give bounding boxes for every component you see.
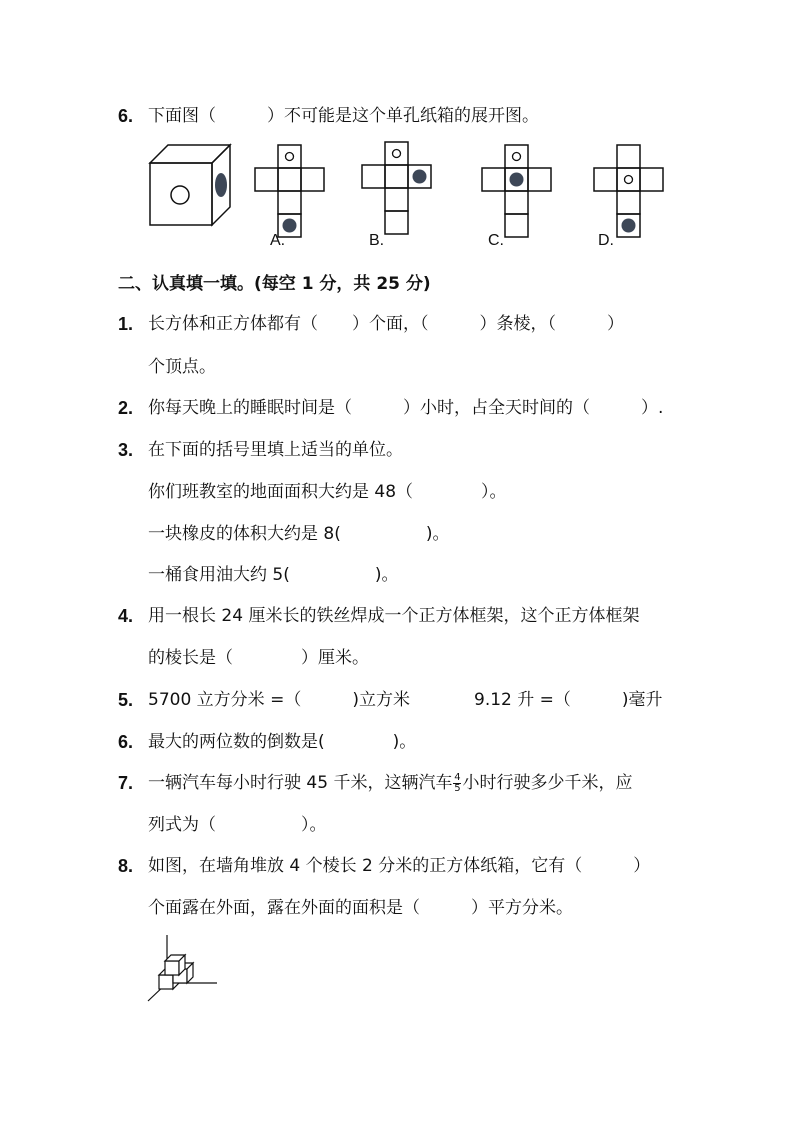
net-option-d (594, 145, 669, 240)
item-text: 一块橡皮的体积大约是 8( )。 (148, 524, 450, 544)
item-number: 8. (118, 856, 134, 876)
item-text: 一桶食用油大约 5( )。 (148, 565, 399, 585)
question-text: 下面图（ ）不可能是这个单孔纸箱的展开图。 (148, 106, 539, 126)
option-a-label: A. (270, 232, 286, 249)
item-text: 长方体和正方体都有（ ）个面，（ ）条棱，（ ） (148, 314, 624, 334)
item-text: 如图，在墙角堆放 4 个棱长 2 分米的正方体纸箱，它有（ ） (148, 856, 651, 876)
item-text: 9.12 升 =（ )毫升 (474, 690, 663, 710)
item-number: 2. (118, 398, 134, 418)
item-text: 在下面的括号里填上适当的单位。 (148, 440, 403, 460)
item-text (148, 771, 632, 795)
item-text: 用一根长 24 厘米长的铁丝焊成一个正方体框架，这个正方体框架 (148, 606, 640, 626)
net-option-a (255, 145, 330, 240)
item-text: 的棱长是（ ）厘米。 (148, 648, 369, 668)
cube-figure (150, 145, 235, 230)
item-text: 个顶点。 (148, 357, 216, 377)
option-c-label: C. (488, 232, 504, 249)
section-heading: 二、认真填一填。(每空 1 分，共 25 分) (118, 274, 431, 294)
item-text: 最大的两位数的倒数是( )。 (148, 732, 417, 752)
item-number: 5. (118, 690, 134, 710)
option-d-label: D. (598, 232, 614, 249)
fraction-denominator: 5 (454, 782, 461, 794)
item-number: 6. (118, 732, 134, 752)
item-number: 3. (118, 440, 134, 460)
item-text-pre: 一辆汽车每小时行驶 45 千米，这辆汽车 (148, 773, 453, 793)
item-number: 4. (118, 606, 134, 626)
corner-boxes-figure (145, 935, 225, 1005)
item-text: 列式为（ ）。 (148, 815, 327, 835)
item-number: 7. (118, 773, 134, 793)
item-text: 你每天晚上的睡眠时间是（ ）小时，占全天时间的（ ）. (148, 398, 664, 418)
option-b-label: B. (369, 232, 385, 249)
fraction (453, 773, 461, 794)
net-option-c (482, 145, 557, 240)
item-text: 个面露在外面，露在外面的面积是（ ）平方分米。 (148, 898, 573, 918)
item-text-post: 小时行驶多少千米，应 (462, 773, 633, 793)
item-text: 5700 立方分米 =（ )立方米 (148, 690, 410, 710)
item-text: 你们班教室的地面面积大约是 48（ ）。 (148, 482, 507, 502)
item-number: 1. (118, 314, 134, 334)
question-number: 6. (118, 106, 134, 126)
net-option-b (362, 142, 437, 237)
fraction-numerator: 4 (454, 771, 461, 783)
